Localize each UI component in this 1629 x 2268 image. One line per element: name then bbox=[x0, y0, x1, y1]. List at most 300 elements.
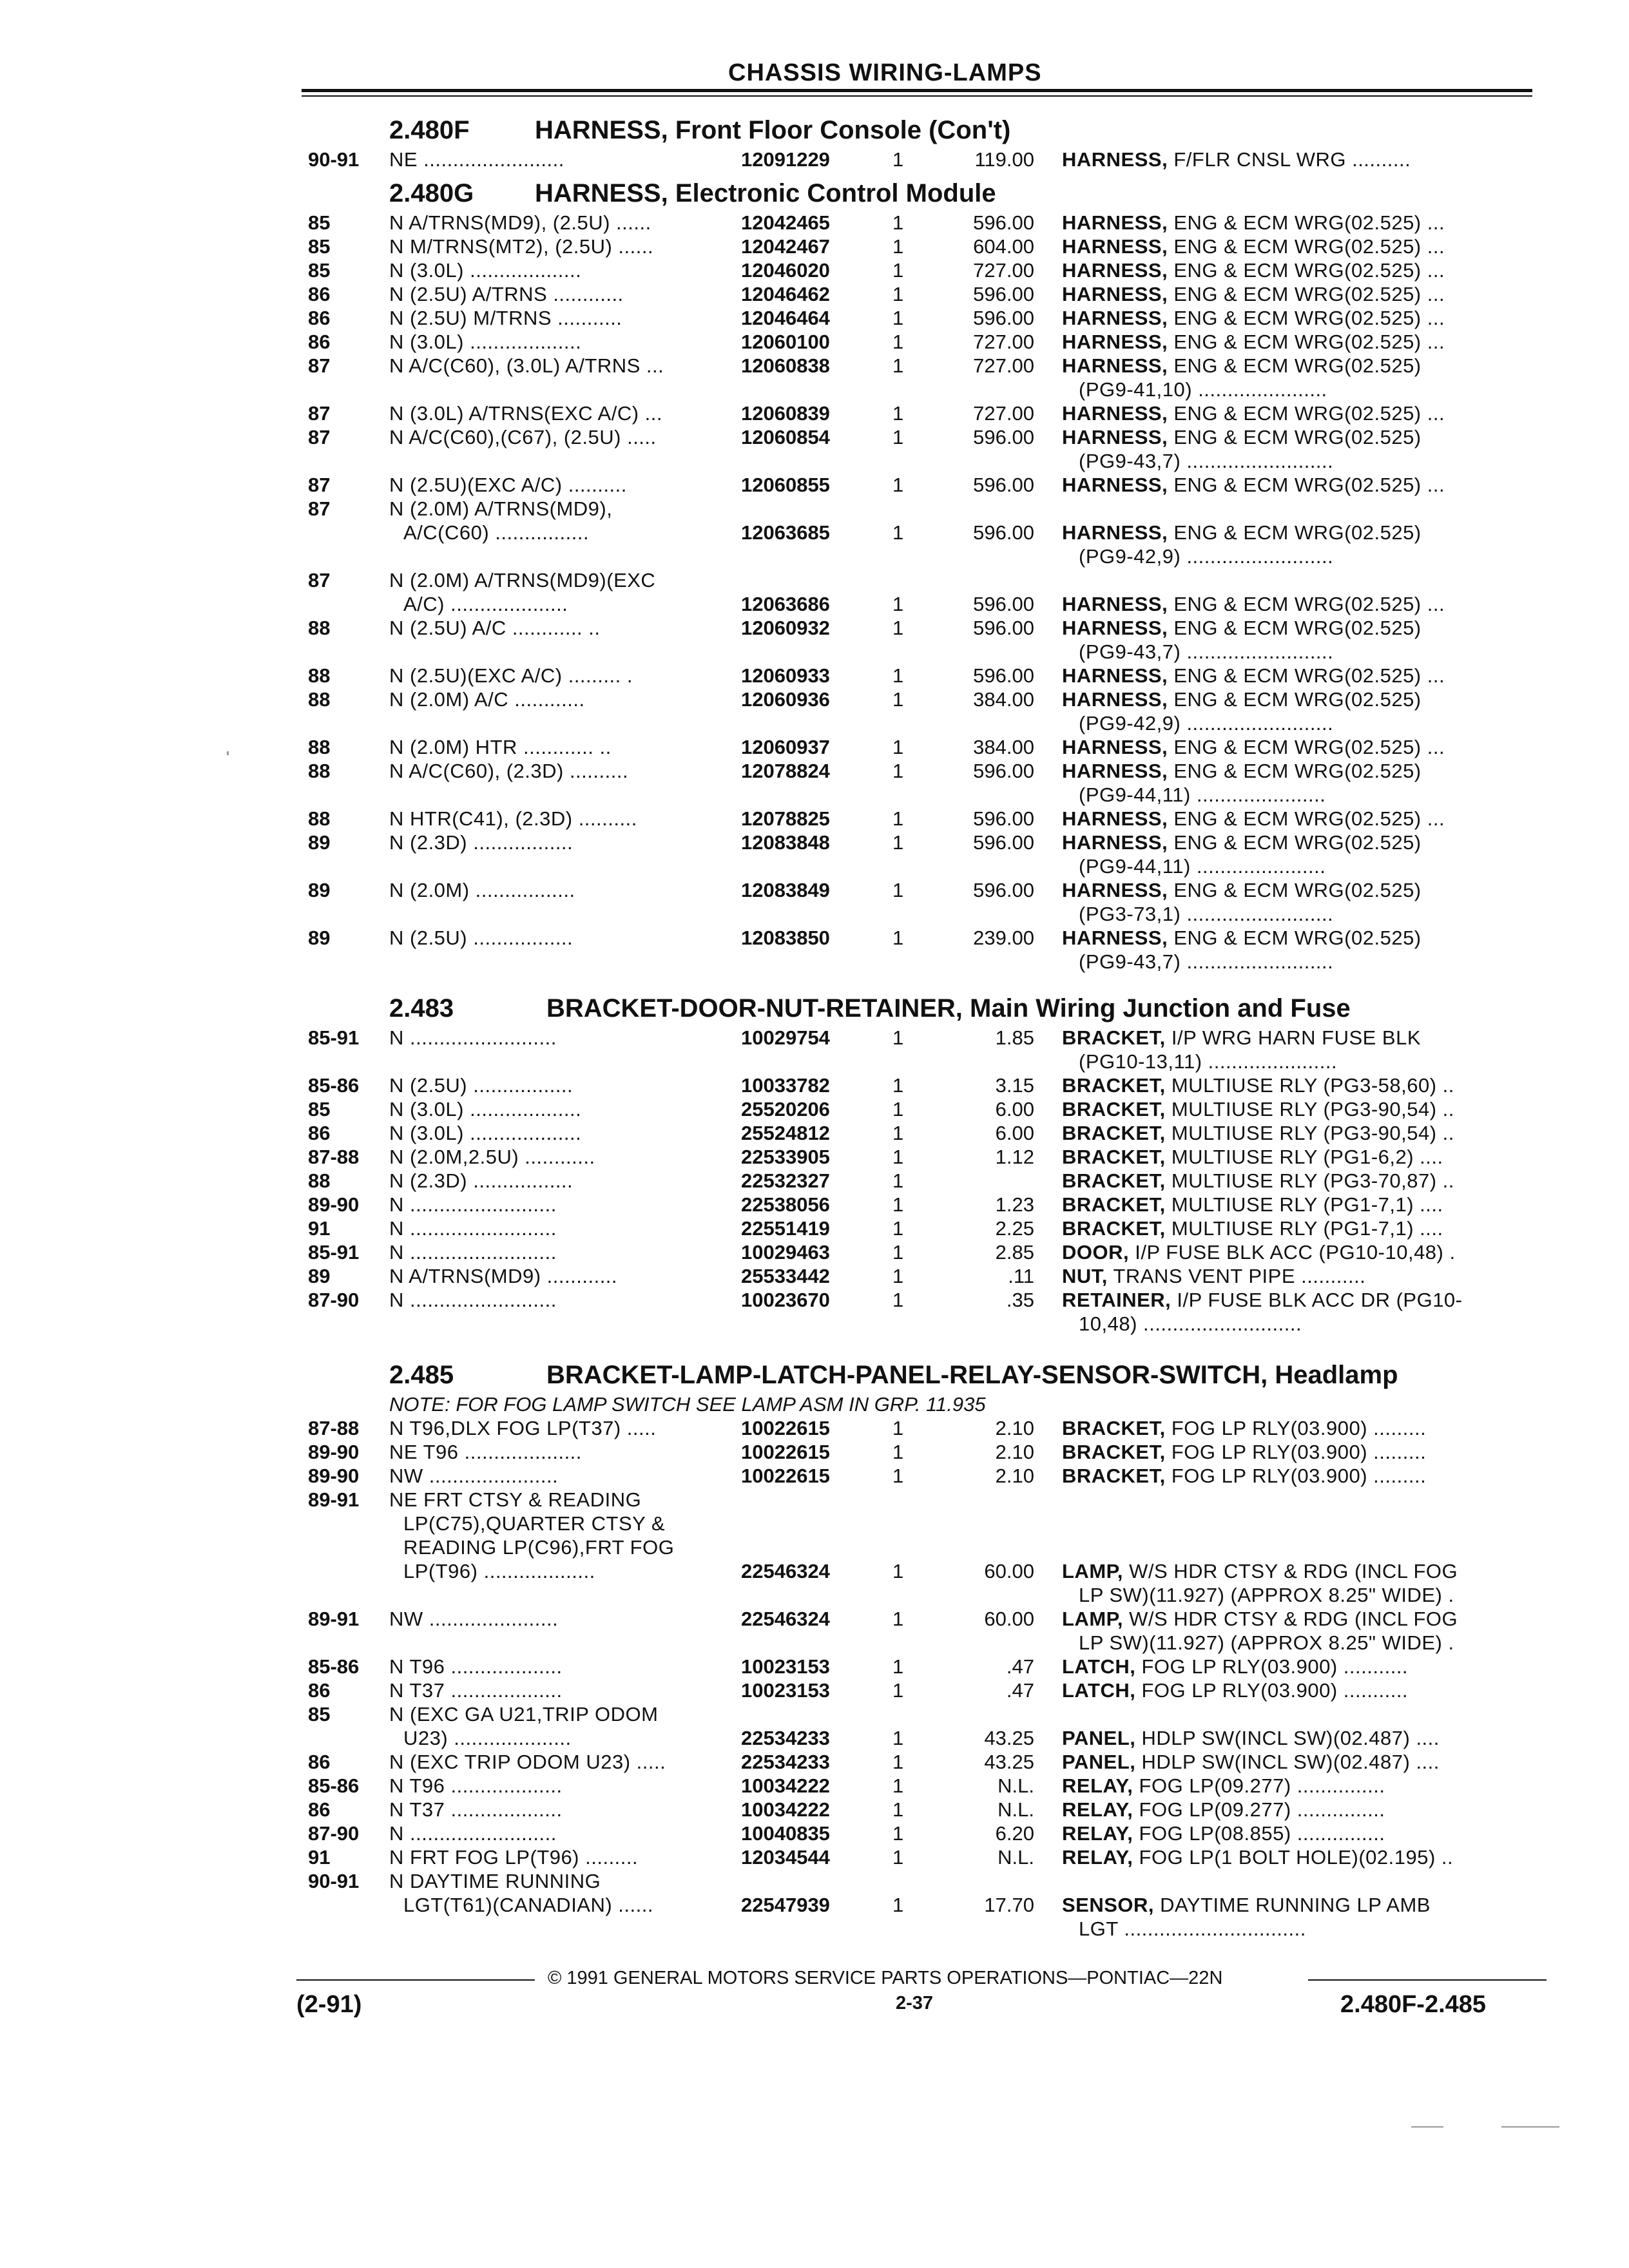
list-price: 43.25 bbox=[984, 1727, 1034, 1749]
usage-description: READING LP(C96),FRT FOG bbox=[403, 1536, 675, 1559]
part-number: 12083849 bbox=[741, 879, 830, 901]
item-detail: ENG & ECM WRG(02.525) ... bbox=[1173, 307, 1445, 329]
quantity: 1 bbox=[892, 211, 904, 234]
item-detail: ENG & ECM WRG(02.525) ... bbox=[1173, 402, 1445, 425]
model-years: 85-86 bbox=[308, 1774, 360, 1797]
model-years: 86 bbox=[308, 283, 331, 305]
item-detail: DAYTIME RUNNING LP AMB bbox=[1160, 1894, 1431, 1916]
part-number: 12060854 bbox=[741, 426, 830, 448]
quantity: 1 bbox=[892, 354, 904, 377]
item-detail: FOG LP RLY(03.900) ......... bbox=[1171, 1465, 1427, 1487]
part-number: 25524812 bbox=[741, 1122, 830, 1144]
quantity: 1 bbox=[892, 521, 904, 544]
quantity: 1 bbox=[892, 1798, 904, 1821]
section-number: 2.480G bbox=[389, 179, 474, 207]
usage-description: N (2.0M) HTR ............ .. bbox=[389, 736, 612, 758]
item-detail-continued: (PG3-73,1) ......................... bbox=[1079, 903, 1334, 925]
item-description bbox=[1062, 307, 1445, 330]
item-noun: HARNESS, bbox=[1062, 617, 1168, 639]
usage-description: N ......................... bbox=[389, 1822, 557, 1845]
item-description bbox=[1062, 283, 1445, 306]
model-years: 89-90 bbox=[308, 1465, 360, 1487]
quantity: 1 bbox=[892, 1655, 904, 1678]
part-number: 10023153 bbox=[741, 1679, 830, 1702]
usage-description: NW ...................... bbox=[389, 1608, 559, 1630]
item-noun: DOOR, bbox=[1062, 1241, 1130, 1264]
item-description bbox=[1062, 1265, 1365, 1288]
part-number: 12042467 bbox=[741, 235, 830, 258]
item-description bbox=[1062, 1894, 1431, 1917]
quantity: 1 bbox=[892, 664, 904, 687]
item-description bbox=[1062, 593, 1445, 616]
footer-rule-right bbox=[1308, 1979, 1547, 1981]
item-detail: ENG & ECM WRG(02.525) bbox=[1173, 760, 1422, 782]
list-price: 384.00 bbox=[973, 688, 1034, 711]
item-detail-continued: (PG10-13,11) ...................... bbox=[1079, 1050, 1338, 1073]
usage-description: N HTR(C41), (2.3D) .......... bbox=[389, 807, 637, 830]
usage-description: N (2.0M) ................. bbox=[389, 879, 575, 901]
part-number: 12034544 bbox=[741, 1846, 830, 1869]
item-noun: BRACKET, bbox=[1062, 1441, 1166, 1463]
section-note: NOTE: FOR FOG LAMP SWITCH SEE LAMP ASM IN GRP. 11.935 bbox=[389, 1393, 986, 1416]
quantity: 1 bbox=[892, 1122, 904, 1144]
item-noun: RELAY, bbox=[1062, 1822, 1133, 1845]
section-title: HARNESS, Electronic Control Module bbox=[535, 179, 996, 207]
part-number: 10034222 bbox=[741, 1774, 830, 1797]
list-price: 596.00 bbox=[973, 521, 1034, 544]
item-detail: MULTIUSE RLY (PG3-70,87) .. bbox=[1171, 1169, 1454, 1192]
quantity: 1 bbox=[892, 1751, 904, 1773]
model-years: 86 bbox=[308, 1679, 331, 1702]
usage-description: N (3.0L) ................... bbox=[389, 1122, 582, 1144]
list-price: 727.00 bbox=[973, 259, 1034, 282]
item-noun: SENSOR, bbox=[1062, 1894, 1155, 1916]
quantity: 1 bbox=[892, 760, 904, 782]
part-number: 12063685 bbox=[741, 521, 830, 544]
part-number: 12091229 bbox=[741, 148, 830, 171]
part-number: 10040835 bbox=[741, 1822, 830, 1845]
model-years: 87-90 bbox=[308, 1289, 360, 1311]
part-number: 10033782 bbox=[741, 1074, 830, 1097]
list-price: 2.10 bbox=[995, 1441, 1034, 1463]
part-number: 12060839 bbox=[741, 402, 830, 425]
part-number: 22533905 bbox=[741, 1146, 830, 1168]
quantity: 1 bbox=[892, 1894, 904, 1916]
usage-description: N FRT FOG LP(T96) ......... bbox=[389, 1846, 639, 1869]
item-description bbox=[1062, 1798, 1385, 1821]
item-noun: BRACKET, bbox=[1062, 1098, 1166, 1120]
model-years: 86 bbox=[308, 1751, 331, 1773]
list-price: 2.25 bbox=[995, 1217, 1034, 1240]
item-detail: ENG & ECM WRG(02.525) bbox=[1173, 617, 1422, 639]
quantity: 1 bbox=[892, 1169, 904, 1192]
quantity: 1 bbox=[892, 1098, 904, 1120]
model-years: 88 bbox=[308, 688, 331, 711]
model-years: 89-90 bbox=[308, 1193, 360, 1216]
quantity: 1 bbox=[892, 307, 904, 329]
quantity: 1 bbox=[892, 1822, 904, 1845]
part-number: 12063686 bbox=[741, 593, 830, 615]
part-number: 22546324 bbox=[741, 1560, 830, 1582]
item-detail: I/P FUSE BLK ACC DR (PG10- bbox=[1177, 1289, 1463, 1311]
item-noun: LAMP, bbox=[1062, 1560, 1123, 1582]
usage-description: N (2.5U) ................. bbox=[389, 927, 574, 949]
part-number: 12060937 bbox=[741, 736, 830, 758]
item-description bbox=[1062, 1098, 1454, 1121]
part-number: 22538056 bbox=[741, 1193, 830, 1216]
quantity: 1 bbox=[892, 1146, 904, 1168]
item-detail: F/FLR CNSL WRG .......... bbox=[1173, 148, 1411, 171]
quantity: 1 bbox=[892, 235, 904, 258]
item-description bbox=[1062, 148, 1411, 171]
item-description bbox=[1062, 211, 1445, 235]
model-years: 87 bbox=[308, 354, 331, 377]
list-price: N.L. bbox=[998, 1846, 1034, 1869]
model-years: 89-91 bbox=[308, 1608, 360, 1630]
part-number: 10034222 bbox=[741, 1798, 830, 1821]
footer-page-number: 2-37 bbox=[896, 1993, 934, 2013]
item-detail: ENG & ECM WRG(02.525) ... bbox=[1173, 259, 1445, 282]
list-price: 1.23 bbox=[995, 1193, 1034, 1216]
item-detail: HDLP SW(INCL SW)(02.487) .... bbox=[1141, 1751, 1440, 1773]
quantity: 1 bbox=[892, 688, 904, 711]
item-detail: TRANS VENT PIPE ........... bbox=[1113, 1265, 1366, 1287]
item-noun: HARNESS, bbox=[1062, 235, 1168, 258]
model-years: 89 bbox=[308, 927, 331, 949]
part-number: 25533442 bbox=[741, 1265, 830, 1287]
item-noun: HARNESS, bbox=[1062, 354, 1168, 377]
part-number: 12078824 bbox=[741, 760, 830, 782]
scan-speck bbox=[227, 751, 229, 755]
item-noun: HARNESS, bbox=[1062, 760, 1168, 782]
item-noun: HARNESS, bbox=[1062, 688, 1168, 711]
item-noun: BRACKET, bbox=[1062, 1074, 1166, 1097]
item-detail: ENG & ECM WRG(02.525) bbox=[1173, 688, 1422, 711]
item-description bbox=[1062, 1417, 1426, 1440]
usage-description: N T37 ................... bbox=[389, 1798, 563, 1821]
item-noun: RELAY, bbox=[1062, 1774, 1133, 1797]
header-rule bbox=[302, 89, 1532, 92]
usage-description: LGT(T61)(CANADIAN) ...... bbox=[403, 1894, 653, 1916]
section-title: HARNESS, Front Floor Console (Con't) bbox=[535, 116, 1011, 144]
model-years: 88 bbox=[308, 736, 331, 758]
quantity: 1 bbox=[892, 1465, 904, 1487]
list-price: 6.20 bbox=[995, 1822, 1034, 1845]
item-noun: HARNESS, bbox=[1062, 211, 1168, 234]
item-noun: PANEL, bbox=[1062, 1751, 1136, 1773]
item-description bbox=[1062, 1193, 1443, 1216]
quantity: 1 bbox=[892, 879, 904, 901]
section-title: BRACKET-DOOR-NUT-RETAINER, Main Wiring Junction and Fuse bbox=[546, 994, 1351, 1023]
list-price: 596.00 bbox=[973, 879, 1034, 901]
quantity: 1 bbox=[892, 1846, 904, 1869]
usage-description: NW ...................... bbox=[389, 1465, 559, 1487]
usage-description: N (2.0M) A/TRNS(MD9), bbox=[389, 497, 613, 520]
item-detail: W/S HDR CTSY & RDG (INCL FOG bbox=[1129, 1608, 1458, 1630]
list-price: 604.00 bbox=[973, 235, 1034, 258]
item-description bbox=[1062, 1074, 1454, 1097]
quantity: 1 bbox=[892, 148, 904, 171]
scan-speck bbox=[1411, 2126, 1443, 2128]
item-description bbox=[1062, 1679, 1408, 1702]
list-price: 596.00 bbox=[973, 807, 1034, 830]
item-description bbox=[1062, 736, 1445, 759]
quantity: 1 bbox=[892, 1560, 904, 1582]
usage-description: N M/TRNS(MT2), (2.5U) ...... bbox=[389, 235, 654, 258]
usage-description: N (EXC TRIP ODOM U23) ..... bbox=[389, 1751, 666, 1773]
quantity: 1 bbox=[892, 1679, 904, 1702]
item-detail: ENG & ECM WRG(02.525) bbox=[1173, 354, 1422, 377]
part-number: 22534233 bbox=[741, 1751, 830, 1773]
model-years: 87 bbox=[308, 569, 331, 591]
list-price: 239.00 bbox=[973, 927, 1034, 949]
item-detail: ENG & ECM WRG(02.525) ... bbox=[1173, 211, 1445, 234]
list-price: 596.00 bbox=[973, 760, 1034, 782]
usage-description: N DAYTIME RUNNING bbox=[389, 1870, 601, 1892]
item-description bbox=[1062, 1146, 1443, 1169]
list-price: 596.00 bbox=[973, 593, 1034, 615]
model-years: 89 bbox=[308, 879, 331, 901]
part-number: 10023670 bbox=[741, 1289, 830, 1311]
model-years: 85-86 bbox=[308, 1655, 360, 1678]
model-years: 90-91 bbox=[308, 1870, 360, 1892]
model-years: 87 bbox=[308, 497, 331, 520]
item-noun: HARNESS, bbox=[1062, 664, 1168, 687]
item-detail: I/P WRG HARN FUSE BLK bbox=[1171, 1026, 1422, 1049]
item-detail: MULTIUSE RLY (PG3-90,54) .. bbox=[1171, 1122, 1454, 1144]
item-noun: HARNESS, bbox=[1062, 831, 1168, 854]
model-years: 89-90 bbox=[308, 1441, 360, 1463]
scan-speck bbox=[1501, 2126, 1559, 2128]
usage-description: N A/C(C60), (3.0L) A/TRNS ... bbox=[389, 354, 664, 377]
usage-description: NE FRT CTSY & READING bbox=[389, 1488, 642, 1511]
item-detail: ENG & ECM WRG(02.525) ... bbox=[1173, 664, 1445, 687]
item-noun: BRACKET, bbox=[1062, 1026, 1166, 1049]
quantity: 1 bbox=[892, 1608, 904, 1630]
usage-description: A/C) .................... bbox=[403, 593, 568, 615]
item-description bbox=[1062, 617, 1422, 640]
item-detail: ENG & ECM WRG(02.525) ... bbox=[1173, 736, 1445, 758]
list-price: 60.00 bbox=[984, 1560, 1034, 1582]
item-detail: FOG LP(09.277) ............... bbox=[1139, 1798, 1385, 1821]
item-detail: FOG LP(09.277) ............... bbox=[1139, 1774, 1385, 1797]
model-years: 85-91 bbox=[308, 1241, 360, 1264]
item-noun: LATCH, bbox=[1062, 1679, 1136, 1702]
part-number: 25520206 bbox=[741, 1098, 830, 1120]
list-price: .47 bbox=[1006, 1679, 1034, 1702]
item-description bbox=[1062, 331, 1445, 354]
usage-description: N (2.5U)(EXC A/C) ......... . bbox=[389, 664, 633, 687]
item-detail: FOG LP(08.855) ............... bbox=[1139, 1822, 1385, 1845]
item-description bbox=[1062, 879, 1422, 902]
list-price: .11 bbox=[1008, 1265, 1034, 1287]
usage-description: N (3.0L) ................... bbox=[389, 259, 582, 282]
item-description bbox=[1062, 1441, 1426, 1464]
list-price: 596.00 bbox=[973, 307, 1034, 329]
part-number: 10023153 bbox=[741, 1655, 830, 1678]
usage-description: A/C(C60) ................ bbox=[403, 521, 590, 544]
usage-description: N (3.0L) A/TRNS(EXC A/C) ... bbox=[389, 402, 662, 425]
usage-description: N T96 ................... bbox=[389, 1655, 563, 1678]
item-description bbox=[1062, 235, 1445, 258]
list-price: 6.00 bbox=[995, 1122, 1034, 1144]
item-noun: BRACKET, bbox=[1062, 1169, 1166, 1192]
list-price: 3.15 bbox=[995, 1074, 1034, 1097]
quantity: 1 bbox=[892, 426, 904, 448]
item-detail: ENG & ECM WRG(02.525) bbox=[1173, 879, 1422, 901]
model-years: 89-91 bbox=[308, 1488, 360, 1511]
usage-description: N ......................... bbox=[389, 1217, 557, 1240]
item-detail-continued: (PG9-42,9) ......................... bbox=[1079, 712, 1334, 735]
item-detail-continued: LGT ............................... bbox=[1079, 1917, 1306, 1940]
item-noun: PANEL, bbox=[1062, 1727, 1136, 1749]
page-title: CHASSIS WIRING-LAMPS bbox=[728, 59, 1042, 86]
list-price: .47 bbox=[1006, 1655, 1034, 1678]
item-noun: HARNESS, bbox=[1062, 307, 1168, 329]
list-price: 596.00 bbox=[973, 474, 1034, 496]
usage-description: NE T96 .................... bbox=[389, 1441, 582, 1463]
part-number: 22551419 bbox=[741, 1217, 830, 1240]
model-years: 87-88 bbox=[308, 1146, 360, 1168]
quantity: 1 bbox=[892, 1727, 904, 1749]
item-noun: HARNESS, bbox=[1062, 879, 1168, 901]
item-description bbox=[1062, 688, 1422, 711]
item-description bbox=[1062, 521, 1422, 544]
model-years: 91 bbox=[308, 1846, 331, 1869]
model-years: 85 bbox=[308, 1098, 331, 1120]
list-price: 17.70 bbox=[984, 1894, 1034, 1916]
list-price: 119.00 bbox=[974, 148, 1034, 171]
usage-description: N A/C(C60),(C67), (2.5U) ..... bbox=[389, 426, 657, 448]
item-detail: ENG & ECM WRG(02.525) ... bbox=[1173, 474, 1445, 496]
usage-description: LP(T96) ................... bbox=[403, 1560, 595, 1582]
usage-description: N (2.5U)(EXC A/C) .......... bbox=[389, 474, 627, 496]
item-detail: ENG & ECM WRG(02.525) ... bbox=[1173, 807, 1445, 830]
footer-rule-left bbox=[296, 1979, 535, 1981]
item-noun: BRACKET, bbox=[1062, 1417, 1166, 1439]
part-number: 12060933 bbox=[741, 664, 830, 687]
part-number: 12078825 bbox=[741, 807, 830, 830]
part-number: 12060100 bbox=[741, 331, 830, 353]
list-price: 1.12 bbox=[995, 1146, 1034, 1168]
item-detail: MULTIUSE RLY (PG3-58,60) .. bbox=[1171, 1074, 1454, 1097]
model-years: 85-86 bbox=[308, 1074, 360, 1097]
item-detail-continued: (PG9-44,11) ...................... bbox=[1079, 855, 1326, 878]
part-number: 12083850 bbox=[741, 927, 830, 949]
item-detail: ENG & ECM WRG(02.525) bbox=[1173, 426, 1422, 448]
item-noun: HARNESS, bbox=[1062, 927, 1168, 949]
quantity: 1 bbox=[892, 259, 904, 282]
model-years: 85 bbox=[308, 1703, 331, 1725]
item-noun: RELAY, bbox=[1062, 1846, 1133, 1869]
quantity: 1 bbox=[892, 1265, 904, 1287]
part-number: 22547939 bbox=[741, 1894, 830, 1916]
part-number: 10029754 bbox=[741, 1026, 830, 1049]
usage-description: N T37 ................... bbox=[389, 1679, 563, 1702]
usage-description: N (3.0L) ................... bbox=[389, 331, 582, 353]
quantity: 1 bbox=[892, 831, 904, 854]
usage-description: N A/C(C60), (2.3D) .......... bbox=[389, 760, 629, 782]
item-detail: ENG & ECM WRG(02.525) bbox=[1173, 831, 1422, 854]
item-detail: FOG LP(1 BOLT HOLE)(02.195) .. bbox=[1139, 1846, 1454, 1869]
quantity: 1 bbox=[892, 1193, 904, 1216]
item-detail-continued: (PG9-43,7) ......................... bbox=[1079, 450, 1334, 472]
usage-description: LP(C75),QUARTER CTSY & bbox=[403, 1512, 666, 1535]
item-noun: LAMP, bbox=[1062, 1608, 1123, 1630]
item-description bbox=[1062, 426, 1422, 449]
quantity: 1 bbox=[892, 807, 904, 830]
item-detail-continued: (PG9-42,9) ......................... bbox=[1079, 545, 1334, 568]
part-number: 12046464 bbox=[741, 307, 830, 329]
item-detail: MULTIUSE RLY (PG1-7,1) .... bbox=[1171, 1217, 1443, 1240]
quantity: 1 bbox=[892, 1241, 904, 1264]
section-number: 2.483 bbox=[389, 994, 454, 1023]
item-detail: I/P FUSE BLK ACC (PG10-10,48) . bbox=[1135, 1241, 1456, 1264]
model-years: 85 bbox=[308, 235, 331, 258]
item-description bbox=[1062, 354, 1422, 378]
item-noun: BRACKET, bbox=[1062, 1193, 1166, 1216]
item-description bbox=[1062, 1822, 1385, 1845]
usage-description: N ......................... bbox=[389, 1193, 557, 1216]
part-number: 12060932 bbox=[741, 617, 830, 639]
model-years: 85 bbox=[308, 259, 331, 282]
item-detail-continued: LP SW)(11.927) (APPROX 8.25" WIDE) . bbox=[1079, 1631, 1454, 1654]
item-detail: FOG LP RLY(03.900) ......... bbox=[1171, 1441, 1427, 1463]
model-years: 88 bbox=[308, 1169, 331, 1192]
model-years: 89 bbox=[308, 831, 331, 854]
usage-description: N (2.5U) A/C ............ .. bbox=[389, 617, 601, 639]
model-years: 88 bbox=[308, 807, 331, 830]
model-years: 88 bbox=[308, 664, 331, 687]
list-price: 596.00 bbox=[973, 426, 1034, 448]
item-detail: ENG & ECM WRG(02.525) ... bbox=[1173, 283, 1445, 305]
list-price: 1.85 bbox=[995, 1026, 1034, 1049]
footer-copyright: © 1991 GENERAL MOTORS SERVICE PARTS OPERATIONS—PONTIAC—22N bbox=[548, 1968, 1223, 1988]
list-price: 727.00 bbox=[973, 402, 1034, 425]
usage-description: N (2.3D) ................. bbox=[389, 1169, 574, 1192]
item-detail: ENG & ECM WRG(02.525) ... bbox=[1173, 593, 1445, 615]
item-noun: HARNESS, bbox=[1062, 736, 1168, 758]
quantity: 1 bbox=[892, 283, 904, 305]
usage-description: N (2.5U) ................. bbox=[389, 1074, 574, 1097]
usage-description: U23) .................... bbox=[403, 1727, 572, 1749]
part-number: 12046462 bbox=[741, 283, 830, 305]
item-description bbox=[1062, 1560, 1458, 1583]
item-description bbox=[1062, 474, 1445, 497]
item-detail-continued: (PG9-43,7) ......................... bbox=[1079, 950, 1334, 973]
part-number: 22534233 bbox=[741, 1727, 830, 1749]
quantity: 1 bbox=[892, 1417, 904, 1439]
usage-description: N T96 ................... bbox=[389, 1774, 563, 1797]
model-years: 87-88 bbox=[308, 1417, 360, 1439]
item-description bbox=[1062, 1465, 1426, 1488]
list-price: 60.00 bbox=[984, 1608, 1034, 1630]
model-years: 86 bbox=[308, 307, 331, 329]
list-price: 2.10 bbox=[995, 1417, 1034, 1439]
list-price: 596.00 bbox=[973, 283, 1034, 305]
part-number: 10022615 bbox=[741, 1417, 830, 1439]
section-number: 2.480F bbox=[389, 116, 470, 144]
part-number: 12060855 bbox=[741, 474, 830, 496]
usage-description: N (2.0M) A/C ............ bbox=[389, 688, 585, 711]
item-description bbox=[1062, 402, 1445, 425]
item-description bbox=[1062, 1655, 1408, 1678]
item-detail: FOG LP RLY(03.900) ......... bbox=[1171, 1417, 1427, 1439]
list-price: N.L. bbox=[998, 1774, 1034, 1797]
item-description bbox=[1062, 807, 1445, 831]
item-detail: ENG & ECM WRG(02.525) bbox=[1173, 521, 1422, 544]
usage-description: N (2.3D) ................. bbox=[389, 831, 574, 854]
